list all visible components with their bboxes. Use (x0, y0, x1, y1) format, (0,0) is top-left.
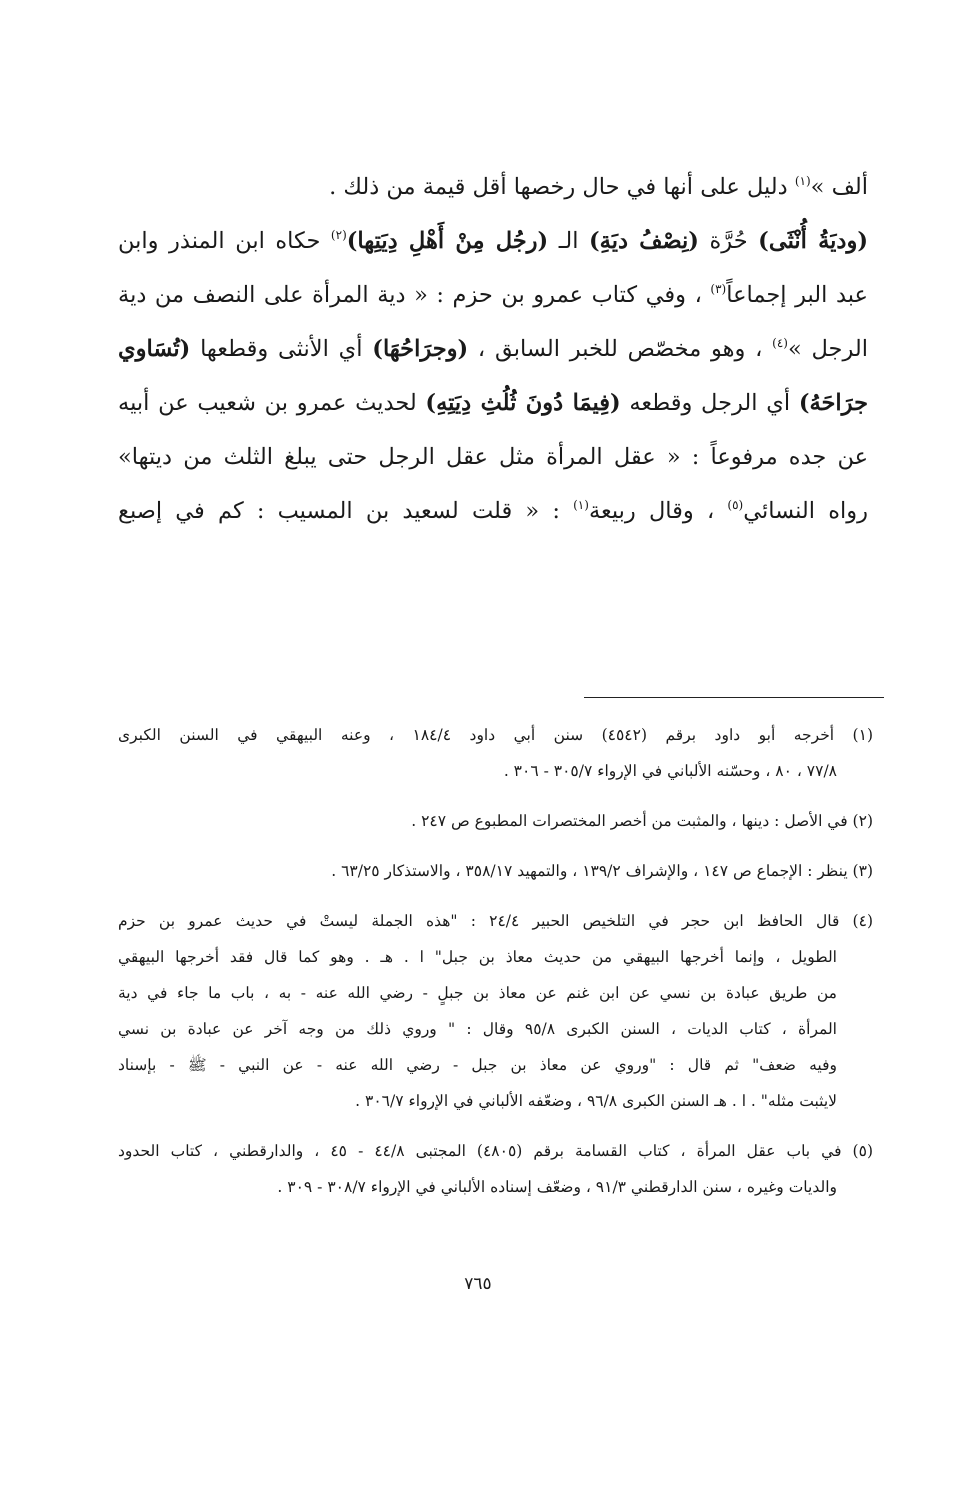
text-span: أي الرجل وقطعه (620, 390, 799, 416)
footnote-line: (٣) ينظر : الإجماع ص ١٤٧ ، والإشراف ١٣٩/٢ ، والتمهيد ٣٥٨/١٧ ، والاستذكار ٦٣/٢٥ . (331, 862, 873, 880)
matn-bold-text: (رجُل مِنْ أَهْلِ دِيَتِها) (346, 228, 549, 254)
matn-bold-text: (وديَةُ أُنْثَى) (758, 228, 868, 254)
text-span: عبد البر إجماعاً (726, 282, 868, 308)
text-span: ، وهو مخصّص للخبر السابق ، (468, 336, 773, 362)
text-span: : « قلت لسعيد بن المسيب : كم في إصبع (118, 498, 574, 524)
footnote-line: ٧٧/٨ ، ٨٠ ، وحسّنه الألباني في الإرواء ٣٠٥/٧ - ٣٠٦ . (503, 762, 837, 780)
matn-bold-text: جرَاحَهُ) (798, 390, 869, 416)
footnote-line: (٤) قال الحافظ ابن حجر في التلخيص الحبير ٢٤/٤ : "هذه الجملة ليستْ في حديث عمرو بن حزم (118, 912, 873, 930)
footnote-line: من طريق عبادة بن نسي عن ابن غنم عن معاذ بن جبلٍ - رضي الله عنه - به ، باب ما جاء في دية (118, 984, 837, 1002)
footnote-line: المرأة ، كتاب الديات ، السنن الكبرى ٩٥/٨ وقال : " وروي ذلك من وجه آخر عن عبادة بن نسي (118, 1020, 837, 1038)
footnote (118, 910, 873, 1126)
footnote-line: والديات وغيره ، سنن الدارقطني ٩١/٣ ، وضعّف إسناده الألباني في الإرواء ٣٠٨/٧ - ٣٠٩ . (277, 1178, 837, 1196)
footnote-ref: (٣) (710, 282, 727, 296)
text-line (118, 280, 868, 334)
footnote-line: الطويل ، وإنما أخرجها البيهقي من حديث معاذ بن جبل" ا . هـ . وهو كما قال فقد أخرجها البيهقي (118, 948, 837, 966)
matn-bold-text: (فِيمَا دُونَ ثُلُثِ دِيَتِهِ) (425, 390, 621, 416)
footnote-separator (584, 697, 884, 698)
text-line (118, 226, 868, 280)
footnote (118, 810, 873, 846)
footnote-line: (٢) في الأصل : دينها ، والمثبت من أخصر المختصرات المطبوع ص ٢٤٧ . (411, 812, 873, 830)
footnote (118, 860, 873, 896)
page-number: ٧٦٥ (464, 1274, 492, 1294)
text-span: عن جده مرفوعاً : « عقل المرأة مثل عقل الرجل حتى يبلغ الثلث من ديتها» (118, 444, 868, 470)
text-span: الـ (548, 228, 590, 254)
matn-bold-text: (نِصْفُ ديَةِ) (589, 228, 699, 254)
text-span: رواه النسائي (743, 498, 868, 524)
text-line (118, 334, 868, 388)
footnote (118, 724, 873, 796)
footnotes (118, 724, 873, 1226)
text-span: حُرَّة (698, 228, 759, 254)
text-span: ، وفي كتاب عمرو بن حزم : « دية المرأة على النصف من دية (118, 282, 711, 308)
text-span: حكاه ابن المنذر وابن (118, 228, 331, 254)
text-span: دليل على أنها في حال رخصها أقل قيمة من ذلك . (329, 174, 795, 200)
matn-bold-text: (وجرَاحُهَا) (372, 336, 469, 362)
footnote-line: (٥) في باب عقل المرأة ، كتاب القسامة برقم (٤٨٠٥) المجتبى ٤٤/٨ - ٤٥ ، والدارقطني ، كتاب الحدود (118, 1142, 873, 1160)
text-line (118, 172, 868, 226)
main-text (118, 172, 868, 550)
footnote-ref: (١) (794, 174, 811, 188)
text-span: ألف » (810, 174, 868, 200)
matn-bold-text: (تُسَاوي (118, 336, 191, 362)
text-line (118, 388, 868, 442)
text-span: ، وقال ربيعة (588, 498, 728, 524)
footnote-ref: (٢) (330, 228, 347, 242)
footnote-ref: (١) (573, 498, 589, 512)
footnote-line: وفيه ضعف" ثم قال : "وروي عن معاذ بن جبل - رضي الله عنه - عن النبي - ﷺ - بإسناد (118, 1056, 837, 1074)
footnote-line: لايثبت مثله" . ا . هـ السنن الكبرى ٩٦/٨ ، وضعّفه الألباني في الإرواء ٣٠٦/٧ . (355, 1092, 837, 1110)
footnote-ref: (٤) (772, 336, 788, 350)
text-line (118, 496, 868, 550)
footnote-line: (١) أخرجه أبو داود برقم (٤٥٤٢) سنن أبي داود ١٨٤/٤ ، وعنه البيهقي في السنن الكبرى (118, 726, 873, 744)
text-span: لحديث عمرو بن شعيب عن أبيه (118, 390, 426, 416)
text-span: أي الأنثى وقطعها (190, 336, 373, 362)
text-line (118, 442, 868, 496)
text-span: الرجل » (787, 336, 868, 362)
footnote-ref: (٥) (727, 498, 744, 512)
footnote (118, 1140, 873, 1212)
